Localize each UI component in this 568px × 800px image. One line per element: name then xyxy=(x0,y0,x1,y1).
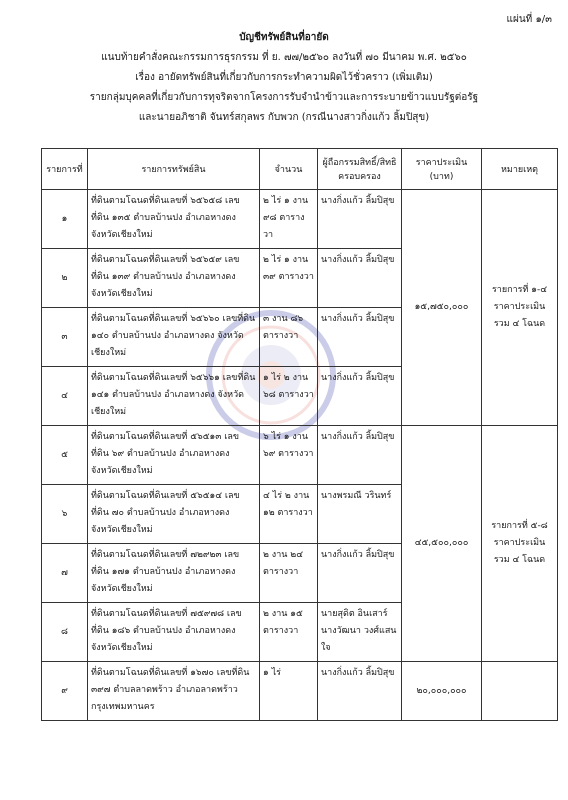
cell-item-no: ๓ xyxy=(42,308,88,367)
col-header-item-no: รายการที่ xyxy=(42,149,88,190)
table-header-row xyxy=(42,149,558,190)
col-header-owner: ผู้ถือกรรมสิทธิ์/สิทธิครอบครอง xyxy=(318,149,402,190)
cell-remark-group-3 xyxy=(482,662,558,721)
cell-value-group-2: ๔๕,๕๐๐,๐๐๐ xyxy=(402,426,482,662)
header-line-4: รายกลุ่มบุคคลที่เกี่ยวกับการทุจริตจากโครงการรับจำนำข้าวและการระบายข้าวแบบรัฐต่อรัฐ xyxy=(89,92,479,103)
cell-amount: ๖ ไร่ ๑ งาน ๖๙ ตารางวา xyxy=(260,426,318,485)
cell-owner: นางกิ่งแก้ว ลิ้มปิสุข xyxy=(318,426,402,485)
header-line-2: แนบท้ายคำสั่งคณะกรรมการธุรกรรม ที่ ย. ๗๗/๒๕๖๐ ลงวันที่ ๗๐ มีนาคม พ.ศ. ๒๕๖๐ xyxy=(101,52,467,63)
col-header-value: ราคาประเมิน (บาท) xyxy=(402,149,482,190)
cell-amount: ๒ ไร่ ๑ งาน ๙๘ ตารางวา xyxy=(260,190,318,249)
cell-owner: นางกิ่งแก้ว ลิ้มปิสุข xyxy=(318,544,402,603)
cell-asset: ที่ดินตามโฉนดที่ดินเลขที่ ๗๕๙๗๘ เลขที่ดิน ๑๘๖ ตำบลบ้านปง อำเภอหางดง จังหวัดเชียงใหม่ xyxy=(88,603,260,662)
cell-asset: ที่ดินตามโฉนดที่ดินเลขที่ ๖๕๖๖๐ เลขที่ดิน ๑๔๐ ตำบลบ้านปง อำเภอหางดง จังหวัดเชียงใหม่ xyxy=(88,308,260,367)
page-number: แผ่นที่ ๑/๓ xyxy=(506,14,552,25)
col-header-amount: จำนวน xyxy=(260,149,318,190)
cell-amount: ๓ งาน ๘๖ ตารางวา xyxy=(260,308,318,367)
table-row xyxy=(42,662,558,721)
document-title: บัญชีทรัพย์สินที่อายัด xyxy=(239,32,329,43)
asset-table xyxy=(41,148,558,721)
cell-item-no: ๔ xyxy=(42,367,88,426)
cell-asset: ที่ดินตามโฉนดที่ดินเลขที่ ๖๕๖๕๘ เลขที่ดิน ๑๓๕ ตำบลบ้านปง อำเภอหางดง จังหวัดเชียงใหม่ xyxy=(88,190,260,249)
cell-asset: ที่ดินตามโฉนดที่ดินเลขที่ ๖๕๖๖๑ เลขที่ดิน ๑๔๑ ตำบลบ้านปง อำเภอหางดง จังหวัดเชียงใหม่ xyxy=(88,367,260,426)
cell-item-no: ๒ xyxy=(42,249,88,308)
cell-item-no: ๑ xyxy=(42,190,88,249)
table-row xyxy=(42,426,558,485)
cell-asset: ที่ดินตามโฉนดที่ดินเลขที่ ๗๒๙๒๓ เลขที่ดิน ๑๗๑ ตำบลบ้านปง อำเภอหางดง จังหวัดเชียงใหม่ xyxy=(88,544,260,603)
cell-remark-group-2 xyxy=(482,426,558,662)
cell-owner: นางกิ่งแก้ว ลิ้มปิสุข xyxy=(318,662,402,721)
header-line-5: และนายอภิชาติ จันทร์สกุลพร กับพวก (กรณีนางสาวกิ่งแก้ว ลิ้มปิสุข) xyxy=(138,112,430,123)
cell-asset: ที่ดินตามโฉนดที่ดินเลขที่ ๕๖๕๑๓ เลขที่ดิน ๖๙ ตำบลบ้านปง อำเภอหางดง จังหวัดเชียงใหม่ xyxy=(88,426,260,485)
cell-item-no: ๕ xyxy=(42,426,88,485)
cell-owner: นางกิ่งแก้ว ลิ้มปิสุข xyxy=(318,249,402,308)
cell-owner: นางกิ่งแก้ว ลิ้มปิสุข xyxy=(318,367,402,426)
cell-asset: ที่ดินตามโฉนดที่ดินเลขที่ ๑๖๗๐ เลขที่ดิน ๓๙๗ ตำบลลาดพร้าว อำเภอลาดพร้าว กรุงเทพมหานคร xyxy=(88,662,260,721)
header-line-3: เรื่อง อายัดทรัพย์สินที่เกี่ยวกับการกระทำความผิดไว้ชั่วคราว (เพิ่มเติม) xyxy=(135,72,433,83)
cell-amount: ๒ ไร่ ๑ งาน ๓๙ ตารางวา xyxy=(260,249,318,308)
remark-text: รายการที่ ๑-๔ ราคาประเมิน รวม ๔ โฉนด xyxy=(491,285,548,329)
cell-owner: นางกิ่งแก้ว ลิ้มปิสุข xyxy=(318,308,402,367)
cell-item-no: ๖ xyxy=(42,485,88,544)
cell-amount: ๑ ไร่ ๒ งาน ๖๘ ตารางวา xyxy=(260,367,318,426)
cell-value-group-3: ๒๐,๐๐๐,๐๐๐ xyxy=(402,662,482,721)
cell-amount: ๒ งาน ๒๔ ตารางวา xyxy=(260,544,318,603)
cell-asset: ที่ดินตามโฉนดที่ดินเลขที่ ๖๕๖๕๙ เลขที่ดิน ๑๓๙ ตำบลบ้านปง อำเภอหางดง จังหวัดเชียงใหม่ xyxy=(88,249,260,308)
cell-owner: นางกิ่งแก้ว ลิ้มปิสุข xyxy=(318,190,402,249)
table-row xyxy=(42,190,558,249)
cell-amount: ๔ ไร่ ๒ งาน ๑๒ ตารางวา xyxy=(260,485,318,544)
cell-owner: นายสุดิต อินเสาร์ นางวัฒนา วงศ์แสนใจ xyxy=(318,603,402,662)
cell-remark-group-1 xyxy=(482,190,558,426)
cell-item-no: ๙ xyxy=(42,662,88,721)
cell-value-group-1: ๑๕,๗๕๐,๐๐๐ xyxy=(402,190,482,426)
cell-amount: ๑ ไร่ xyxy=(260,662,318,721)
cell-item-no: ๗ xyxy=(42,544,88,603)
cell-asset: ที่ดินตามโฉนดที่ดินเลขที่ ๕๖๕๑๔ เลขที่ดิน ๗๐ ตำบลบ้านปง อำเภอหางดง จังหวัดเชียงใหม่ xyxy=(88,485,260,544)
remark-text: รายการที่ ๕-๘ ราคาประเมิน รวม ๔ โฉนด xyxy=(491,521,548,565)
cell-owner: นางพรมณี วรินทร์ xyxy=(318,485,402,544)
col-header-remark: หมายเหตุ xyxy=(482,149,558,190)
col-header-asset: รายการทรัพย์สิน xyxy=(88,149,260,190)
cell-item-no: ๘ xyxy=(42,603,88,662)
cell-amount: ๒ งาน ๑๕ ตารางวา xyxy=(260,603,318,662)
